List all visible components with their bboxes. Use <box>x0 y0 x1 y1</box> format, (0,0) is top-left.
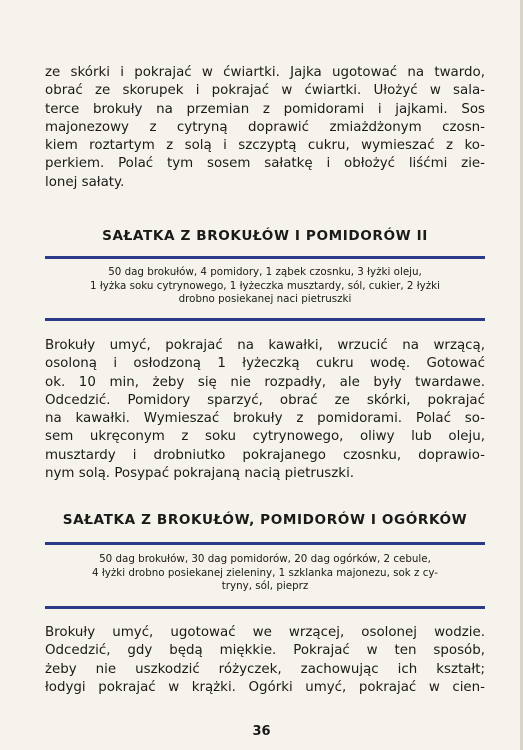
divider-rule <box>45 606 485 609</box>
text-line: perkiem. Polać tym sosem sałatkę i obłożyć liśćmi zie- <box>45 156 485 172</box>
text-line: osoloną i osłodzoną 1 łyżeczką cukru wodę. Gotować <box>45 356 485 372</box>
text-line: sem ukręconym z soku cytrynowego, oliwy lub oleju, <box>45 429 485 445</box>
ingredient-line: drobno posiekanej naci pietruszki <box>178 293 352 306</box>
ingredient-line: 50 dag brokułów, 4 pomidory, 1 ząbek czosnku, 3 łyżki oleju, <box>108 266 422 278</box>
page-number: 36 <box>252 724 271 739</box>
text-line: Odcedzić, gdy będą miękkie. Pokrajać w ten sposób, <box>45 643 485 659</box>
text-line: żeby nie uszkodzić różyczek, zachowując ich kształt; <box>45 661 485 677</box>
recipe1-title: SAŁATKA Z BROKUŁÓW I POMIDORÓW II <box>102 228 428 244</box>
text-line: ok. 10 min, żeby się nie rozpadły, ale były twardawe. <box>45 374 485 390</box>
text-line: majonezowy z cytryną doprawić zmiażdżonym czosn- <box>45 119 485 135</box>
divider-rule <box>45 256 485 259</box>
text-line: ze skórki i pokrajać w ćwiartki. Jajka ugotować na twardo, <box>45 65 485 80</box>
text-line: kiem roztartym z solą i szczyptą cukru, wymieszać z ko- <box>45 138 485 154</box>
recipe1-method <box>45 337 485 483</box>
recipe2-ingredients <box>45 553 485 594</box>
divider-rule <box>45 318 485 321</box>
recipe2-method <box>45 624 485 697</box>
ingredient-line: 50 dag brokułów, 30 dag pomidorów, 20 dag ogórków, 2 cebule, <box>99 553 431 565</box>
text-line: Odcedzić. Pomidory sparzyć, obrać ze skórki, pokrajać <box>45 392 485 408</box>
text-line: Brokuły umyć, ugotować we wrzącej, osolonej wodzie. <box>45 625 485 640</box>
ingredient-line: tryny, sól, pieprz <box>221 580 309 593</box>
divider-rule <box>45 542 485 545</box>
text-line: lonej sałaty. <box>45 174 125 190</box>
text-line: terce brokuły na przemian z pomidorami i jajkami. Sos <box>45 101 485 117</box>
text-line: obrać ze skorupek i pokrajać w ćwiartki. Ułożyć w sala- <box>45 83 485 99</box>
recipe2-title: SAŁATKA Z BROKUŁÓW, POMIDORÓW I OGÓRKÓW <box>62 512 468 528</box>
ingredient-line: 1 łyżka soku cytrynowego, 1 łyżeczka musztardy, sól, cukier, 2 łyżki <box>90 279 440 292</box>
text-line: musztardy i drobniutko pokrajanego czosnku, doprawio- <box>45 447 485 463</box>
text-line: nym solą. Posypać pokrajaną nacią pietruszki. <box>45 466 355 482</box>
text-line: Brokuły umyć, pokrajać na kawałki, wrzucić na wrzącą, <box>45 338 485 353</box>
recipe1-ingredients <box>45 266 485 307</box>
ingredient-line: 4 łyżki drobno posiekanej zieleniny, 1 szklanka majonezu, sok z cy- <box>92 566 438 579</box>
text-line: na kawałki. Wymieszać brokuły z pomidorami. Polać so- <box>45 411 485 427</box>
text-line: łodygi pokrajać w krążki. Ogórki umyć, pokrajać w cien- <box>45 679 485 695</box>
intro-paragraph <box>45 64 485 192</box>
